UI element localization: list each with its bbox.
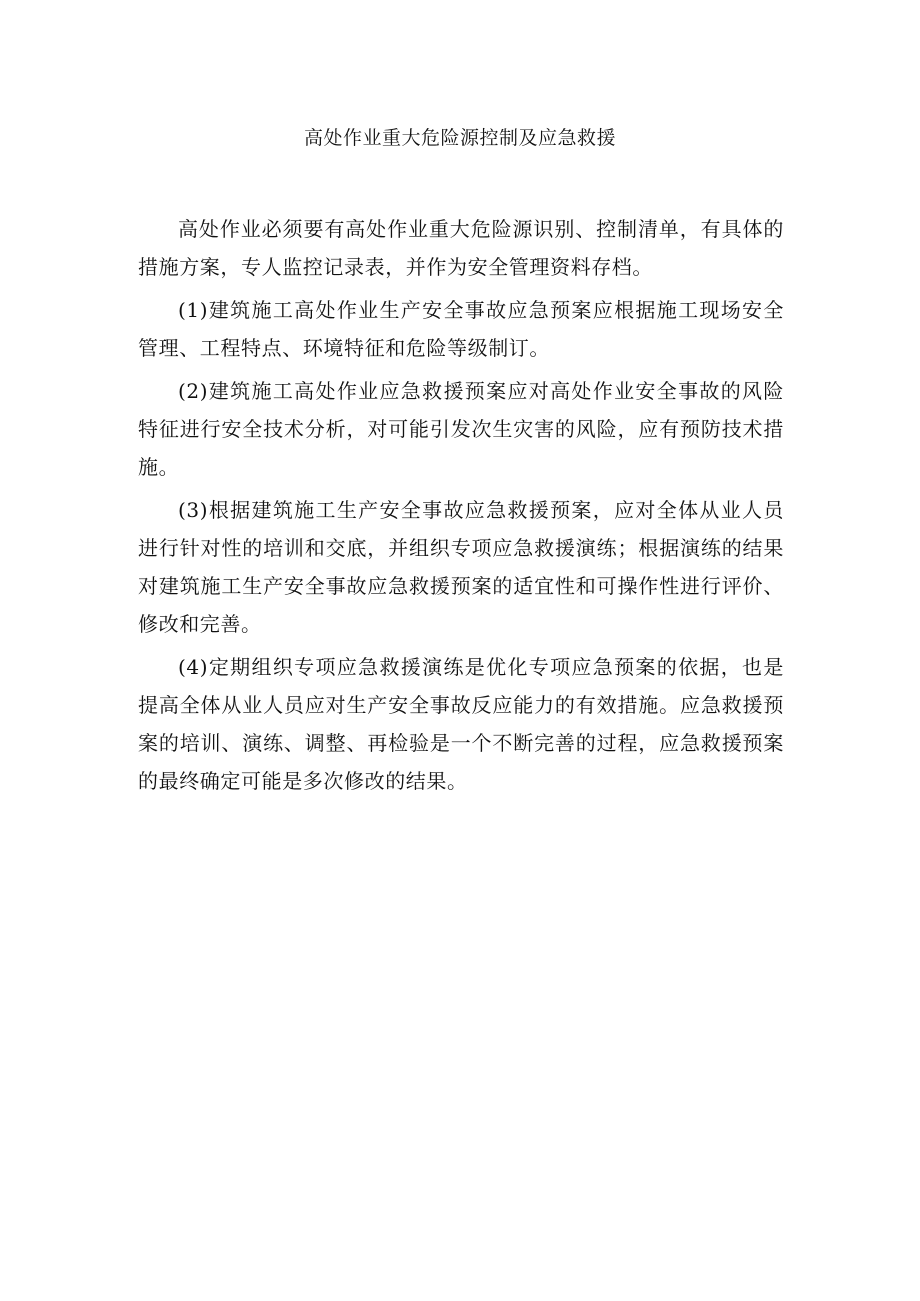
document-body xyxy=(138,210,784,805)
document-title: 高处作业重大危险源控制及应急救援 xyxy=(303,127,616,149)
paragraph-item-2: (2)建筑施工高处作业应急救援预案应对高处作业安全事故的风险特征进行安全技术分析，对可能引发次生灾害的风险，应有预防技术措施。 xyxy=(138,379,784,479)
paragraph-item-1: (1)建筑施工高处作业生产安全事故应急预案应根据施工现场安全管理、工程特点、环境特征和危险等级制订。 xyxy=(138,298,784,360)
paragraph-item-3: (3)根据建筑施工生产安全事故应急救援预案，应对全体从业人员进行针对性的培训和交底，并组织专项应急救援演练；根据演练的结果对建筑施工生产安全事故应急救援预案的适宜性和可操作性进行评价、修改和完善。 xyxy=(138,498,784,636)
paragraph-intro: 高处作业必须要有高处作业重大危险源识别、控制清单，有具体的措施方案，专人监控记录表，并作为安全管理资料存档。 xyxy=(138,217,784,279)
paragraph-item-4: (4)定期组织专项应急救援演练是优化专项应急预案的依据，也是提高全体从业人员应对生产安全事故反应能力的有效措施。应急救援预案的培训、演练、调整、再检验是一个不断完善的过程，应急救援预案的最终确定可能是多次修改的结果。 xyxy=(138,655,784,793)
